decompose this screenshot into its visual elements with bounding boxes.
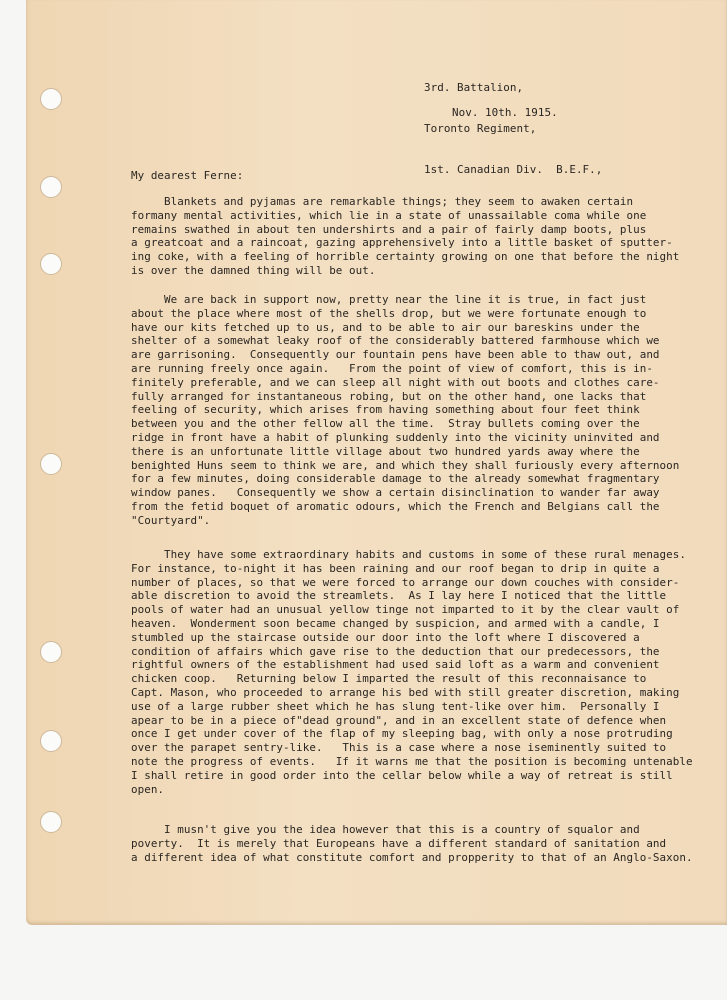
paragraph-1 xyxy=(131,195,727,278)
text-line: are running freely once again. From the point of view of comfort, this is in- xyxy=(131,361,653,375)
text-line: open. xyxy=(131,782,165,796)
sender-address xyxy=(424,53,602,191)
text-line: poverty. It is merely that Europeans have a different standard of sanitation and xyxy=(131,836,667,850)
text-line: condition of affairs which gave rise to the deduction that our predecessors, the xyxy=(131,644,660,658)
binder-hole xyxy=(40,641,62,663)
binder-hole xyxy=(40,453,62,475)
text-line: between you and the other fellow all the time. Stray bullets coming over the xyxy=(131,417,640,431)
text-line: benighted Huns seem to think we are, and which they shall furiously every afternoon xyxy=(131,458,680,472)
text-line: feeling of security, which arises from having something about four feet think xyxy=(131,403,640,417)
paragraph-4 xyxy=(131,823,727,864)
text-line: They have some extraordinary habits and customs in some of these rural menages. xyxy=(131,548,686,561)
text-line: window panes. Consequently we show a certain disinclination to wander far away xyxy=(131,486,660,500)
address-line: 3rd. Battalion, xyxy=(424,80,524,94)
text-line: remains swathed in about ten undershirts and a pair of fairly damp boots, plus xyxy=(131,222,647,236)
text-line: chicken coop. Returning below I imparted the result of this reconnaisance to xyxy=(131,672,647,686)
text-line: I shall retire in good order into the cellar below while a way of retreat is still xyxy=(131,768,673,782)
text-line: over the parapet sentry-like. This is a case where a nose iseminently suited to xyxy=(131,741,667,755)
binder-hole xyxy=(40,176,62,198)
text-line: For instance, to-night it has been raining and our roof began to drip in quite a xyxy=(131,561,660,575)
text-line: once I get under cover of the flap of my sleeping bag, with only a nose protruding xyxy=(131,727,673,741)
text-line: note the progress of events. If it warns me that the position is becoming untenable xyxy=(131,754,693,768)
text-line: finitely preferable, and we can sleep all night with out boots and clothes care- xyxy=(131,375,660,389)
text-line: have our kits fetched up to us, and to be able to air our bareskins under the xyxy=(131,320,640,334)
text-line: able discretion to avoid the streamlets. As I lay here I noticed that the little xyxy=(131,589,667,603)
text-line: stumbled up the staircase outside our door into the loft where I discovered a xyxy=(131,630,640,644)
paragraph-3 xyxy=(131,548,727,796)
text-line: Blankets and pyjamas are remarkable things; they seem to awaken certain xyxy=(131,195,634,208)
text-line: use of a large rubber sheet which he has slung tent-like over him. Personally I xyxy=(131,699,660,713)
letter-date: Nov. 10th. 1915. xyxy=(452,106,558,119)
text-line: formany mental activities, which lie in a state of unassailable coma while one xyxy=(131,208,647,222)
binder-hole xyxy=(40,88,62,110)
text-line: a different idea of what constitute comfort and propperity to that of an Anglo-Saxon. xyxy=(131,850,693,864)
text-line: number of places, so that we were forced to arrange our down couches with consider- xyxy=(131,575,680,589)
text-line: are garrisoning. Consequently our fountain pens have been able to thaw out, and xyxy=(131,348,660,362)
text-line: Capt. Mason, who proceeded to arrange his bed with still greater discretion, making xyxy=(131,685,680,699)
text-line: is over the damned thing will be out. xyxy=(131,263,376,277)
text-line: for a few minutes, doing considerable damage to the already somewhat fragmentary xyxy=(131,472,660,486)
text-line: ridge in front have a habit of plunking suddenly into the vicinity uninvited and xyxy=(131,430,660,444)
address-line: Toronto Regiment, xyxy=(424,121,537,135)
text-line: about the place where most of the shells drop, but we were fortunate enough to xyxy=(131,306,647,320)
binder-hole xyxy=(40,811,62,833)
binder-hole xyxy=(40,253,62,275)
address-line: 1st. Canadian Div. B.E.F., xyxy=(424,163,603,177)
text-line: a greatcoat and a raincoat, gazing apprehensively into a little basket of sputter- xyxy=(131,236,673,250)
text-line: from the fetid boquet of aromatic odours, which the French and Belgians call the xyxy=(131,499,660,513)
text-line: fully arranged for instantaneous robing, but on the other hand, one lacks that xyxy=(131,389,647,403)
text-line: We are back in support now, pretty near the line it is true, in fact just xyxy=(131,293,647,306)
text-line: apear to be in a piece of"dead ground", and in an excellent state of defence when xyxy=(131,713,667,727)
text-line: heaven. Wonderment soon became changed by suspicion, and armed with a candle, I xyxy=(131,616,660,630)
text-line: "Courtyard". xyxy=(131,513,211,527)
text-line: pools of water had an unusual yellow tinge not imparted to it by the clear vault of xyxy=(131,603,680,617)
text-line: I musn't give you the idea however that this is a country of squalor and xyxy=(131,823,640,836)
text-line: ing coke, with a feeling of horrible certainty growing on one that before the night xyxy=(131,250,680,264)
text-line: shelter of a somewhat leaky roof of the considerably battered farmhouse which we xyxy=(131,334,660,348)
text-line: rightful owners of the establishment had used said loft as a warm and convenient xyxy=(131,658,660,672)
paragraph-2 xyxy=(131,293,727,528)
text-line: there is an unfortunate little village about two hundred yards away where the xyxy=(131,444,640,458)
binder-hole xyxy=(40,730,62,752)
salutation: My dearest Ferne: xyxy=(131,169,244,182)
